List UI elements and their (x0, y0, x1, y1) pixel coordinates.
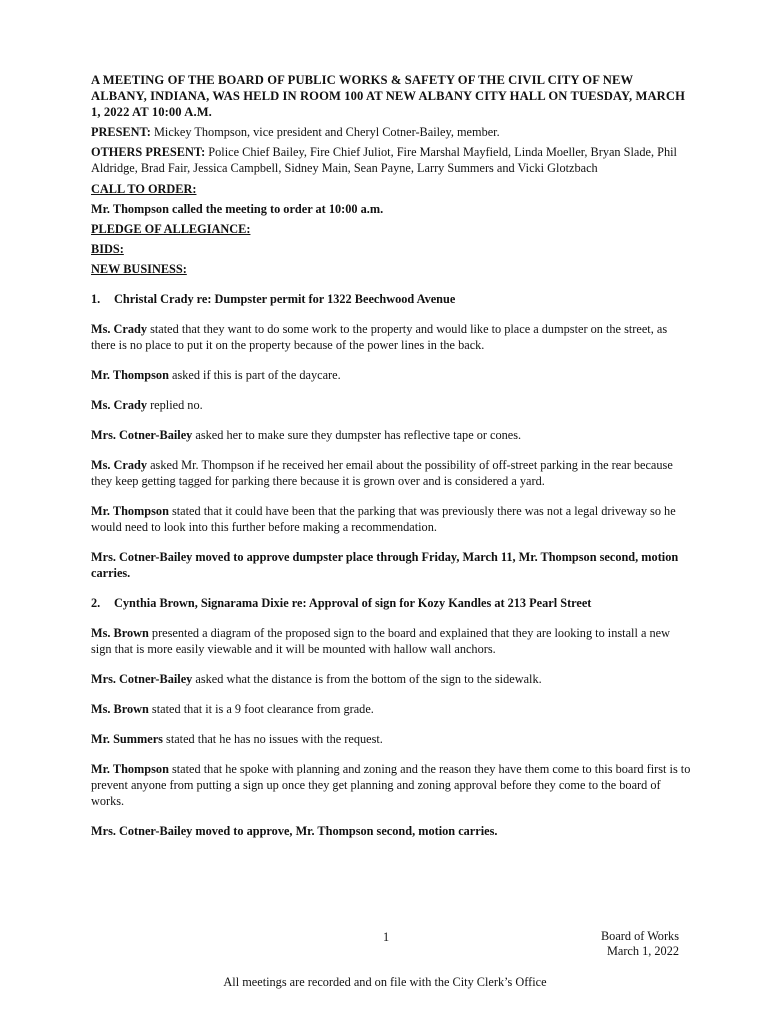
agenda-item-2 (91, 595, 691, 611)
statement: asked Mr. Thompson if he received her email about the possibility of off-street parking in the rear because they keep getting tagged for parking there because it is grown over and is considered a yard. (91, 458, 673, 488)
others-present-text: Police Chief Bailey, Fire Chief Juliot, Fire Marshal Mayfield, Linda Moeller, Bryan Slade, Phil Aldridge, Brad Fair, Jessica Campbell, Sidney Main, Sean Payne, Larry Summers and Vicki Glotzbach (91, 145, 677, 175)
minutes-paragraph (91, 427, 691, 443)
footer-board: Board of Works (600, 929, 679, 943)
statement: replied no. (147, 398, 203, 412)
motion: Mrs. Cotner-Bailey moved to approve dumpster place through Friday, March 11, Mr. Thompson second, motion carries. (91, 550, 679, 580)
item-title: Cynthia Brown, Signarama Dixie re: Approval of sign for Kozy Kandles at 213 Pearl Street (114, 596, 592, 610)
agenda-item-1 (91, 291, 691, 307)
statement: stated that he spoke with planning and zoning and the reason they have them come to this board first is to prevent anyone from putting a sign up once they get planning and zoning approval before they come to the board of works. (91, 762, 691, 808)
statement: stated that he has no issues with the request. (162, 732, 383, 746)
minutes-paragraph (91, 701, 691, 717)
item-number: 1. (91, 292, 101, 306)
statement: stated that they want to do some work to the property and would like to place a dumpster on the street, as there is no place to put it on the property because of the power lines in the back. (91, 322, 668, 352)
bids-heading: BIDS: (91, 242, 124, 256)
speaker: Ms. Crady (91, 398, 148, 412)
others-present-label: OTHERS PRESENT: (91, 145, 206, 159)
minutes-paragraph (91, 761, 691, 809)
footer-note: All meetings are recorded and on file with the City Clerk’s Office (223, 975, 547, 989)
footer-date: March 1, 2022 (606, 944, 679, 958)
item-number: 2. (91, 596, 101, 610)
item-title: Christal Crady re: Dumpster permit for 1322 Beechwood Avenue (114, 292, 456, 306)
call-to-order-text: Mr. Thompson called the meeting to order at 10:00 a.m. (91, 202, 384, 216)
present-text: Mickey Thompson, vice president and Cheryl Cotner-Bailey, member. (150, 125, 500, 139)
statement: presented a diagram of the proposed sign to the board and explained that they are looking to install a new sign that is more easily viewable and it will be mounted with hallow wall anchors. (91, 626, 670, 656)
present-label: PRESENT: (91, 125, 151, 139)
footer-header (560, 929, 679, 959)
document-body (91, 72, 691, 839)
speaker: Mr. Thompson (91, 504, 169, 518)
speaker: Mr. Thompson (91, 762, 169, 776)
speaker: Mr. Summers (91, 732, 163, 746)
statement: asked what the distance is from the bottom of the sign to the sidewalk. (192, 672, 542, 686)
present-line (91, 124, 691, 140)
statement: stated that it is a 9 foot clearance from grade. (148, 702, 374, 716)
new-business-heading: NEW BUSINESS: (91, 262, 187, 276)
minutes-paragraph (91, 457, 691, 489)
statement: stated that it could have been that the parking that was previously there was not a legal driveway so he would need to look into this further before making a recommendation. (91, 504, 676, 534)
page-number: 1 (383, 930, 390, 944)
speaker: Ms. Crady (91, 458, 148, 472)
speaker: Mrs. Cotner-Bailey (91, 428, 193, 442)
meeting-title: A MEETING OF THE BOARD OF PUBLIC WORKS & SAFETY OF THE CIVIL CITY OF NEW ALBANY, INDIANA, WAS HELD IN ROOM 100 AT NEW ALBANY CITY HALL ON TUESDAY, MARCH 1, 2022 AT 10:00 A.M. (91, 73, 685, 119)
speaker: Ms. Crady (91, 322, 148, 336)
minutes-paragraph (91, 625, 691, 657)
statement: asked if this is part of the daycare. (168, 368, 341, 382)
minutes-paragraph (91, 367, 691, 383)
speaker: Mr. Thompson (91, 368, 169, 382)
speaker: Ms. Brown (91, 626, 149, 640)
minutes-paragraph (91, 321, 691, 353)
minutes-paragraph (91, 397, 691, 413)
speaker: Mrs. Cotner-Bailey (91, 672, 193, 686)
statement: asked her to make sure they dumpster has reflective tape or cones. (192, 428, 522, 442)
others-present-line (91, 144, 691, 176)
minutes-paragraph (91, 671, 691, 687)
pledge-heading: PLEDGE OF ALLEGIANCE: (91, 222, 251, 236)
minutes-paragraph (91, 503, 691, 535)
speaker: Ms. Brown (91, 702, 149, 716)
motion: Mrs. Cotner-Bailey moved to approve, Mr. Thompson second, motion carries. (91, 824, 498, 838)
call-to-order-heading: CALL TO ORDER: (91, 182, 197, 196)
minutes-paragraph (91, 731, 691, 747)
